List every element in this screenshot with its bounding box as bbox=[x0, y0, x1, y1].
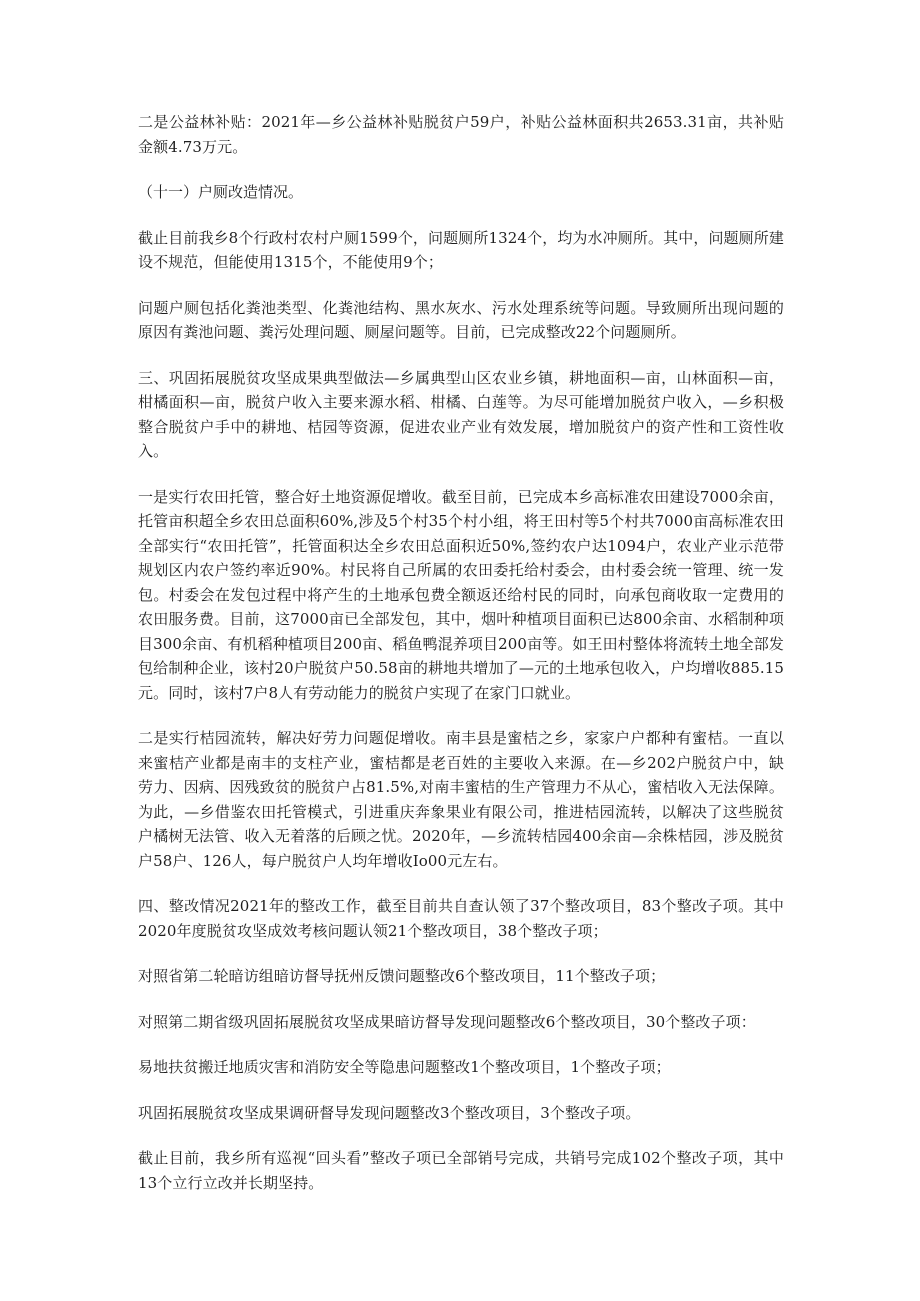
paragraph-toilet-count: 截止目前我乡8个行政村农村户厕1599个，问题厕所1324个，均为水冲厕所。其中，问题厕所建设不规范，但能使用1315个，不能使用9个； bbox=[138, 228, 784, 271]
paragraph-forest-subsidy: 二是公益林补贴：2021年—乡公益林补贴脱贫户59户，补贴公益林面积共2653.31亩，共补贴金额4.73万元。 bbox=[138, 113, 784, 156]
paragraph-rectification-overview: 四、整改情况2021年的整改工作，截至目前共自查认领了37个整改项目，83个整改子项。其中2020年度脱贫攻坚成效考核问题认领21个整改项目，38个整改子项； bbox=[138, 897, 784, 940]
paragraph-toilet-problems: 问题户厕包括化粪池类型、化粪池结构、黑水灰水、污水处理系统等问题。导致厕所出现问题的原因有粪池问题、粪污处理问题、厕屋问题等。目前，已完成整改22个问题厕所。 bbox=[138, 298, 784, 341]
paragraph-farmland-trusteeship: 一是实行农田托管，整合好土地资源促增收。截至目前，已完成本乡高标准农田建设7000余亩，托管亩积超全乡农田总面积60%,涉及5个村35个村小组，将王田村等5个村共7000亩高标准农田全部实行“农田托管”，托管面积达全乡农田总面积近50%,签约农户达1094户，农业产业示范带规划区内农户签约率近90%。村民将自己所属的农田委托给村委会，由村委会统一管理、统一发包。村委会在发包过程中将产生的土地承包费全额返还给村民的同时，向承包商收取一定费用的农田服务费。目前，这7000亩已全部发包，其中，烟叶种植项目面积已达800余亩、水稻制种项目300余亩、有机稻种植项目200亩、稻鱼鸭混养项目200亩等。如王田村整体将流转土地全部发包给制种企业，该村20户脱贫户50.58亩的耕地共增加了—元的土地承包收入，户均增收885.15元。同时，该村7户8人有劳动能力的脱贫户实现了在家门口就业。 bbox=[138, 487, 784, 702]
paragraph-rectification-completion: 截止目前，我乡所有巡视“回头看”整改子项已全部销号完成，共销号完成102个整改子项，其中13个立行立改并长期坚持。 bbox=[138, 1149, 784, 1192]
paragraph-rectification-relocation-safety: 易地扶贫搬迁地质灾害和消防安全等隐患问题整改1个整改项目，1个整改子项； bbox=[138, 1058, 671, 1076]
paragraph-rectification-provincial-second-round: 对照省第二轮暗访组暗访督导抚州反馈问题整改6个整改项目，11个整改子项； bbox=[138, 967, 666, 985]
paragraph-rectification-research-supervision: 巩固拓展脱贫攻坚成果调研督导发现问题整改3个整改项目，3个整改子项。 bbox=[138, 1103, 641, 1122]
paragraph-orchard-transfer: 二是实行桔园流转，解决好劳力问题促增收。南丰县是蜜桔之乡，家家户户都种有蜜桔。一直以来蜜桔产业都是南丰的支柱产业，蜜桔都是老百姓的主要收入来源。在—乡202户脱贫户中，缺劳力、因病、因残致贫的脱贫户占81.5%,对南丰蜜桔的生产管理力不从心，蜜桔收入无法保障。为此，—乡借鉴农田托管模式，引进重庆奔象果业有限公司，推进桔园流转，以解决了这些脱贫户橘树无法管、收入无着落的后顾之忧。2020年，—乡流转桔园400余亩—余株桔园，涉及脱贫户58户、126人，每户脱贫户人均年增收Io00元左右。 bbox=[138, 729, 784, 870]
document-page bbox=[138, 110, 784, 1216]
paragraph-section-three-intro: 三、巩固拓展脱贫攻坚成果典型做法—乡属典型山区农业乡镇，耕地面积—亩，山林面积—亩，柑橘面积—亩，脱贫户收入主要来源水稻、柑橘、白莲等。为尽可能增加脱贫户收入，—乡积极整合脱贫户手中的耕地、桔园等资源，促进农业产业有效发展，增加脱贫户的资产性和工资性收入。 bbox=[138, 368, 784, 460]
section-heading-toilet-renovation: （十一）户厕改造情况。 bbox=[138, 183, 304, 201]
paragraph-rectification-second-phase: 对照第二期省级巩固拓展脱贫攻坚成果暗访督导发现问题整改6个整改项目，30个整改子项： bbox=[138, 1012, 756, 1031]
